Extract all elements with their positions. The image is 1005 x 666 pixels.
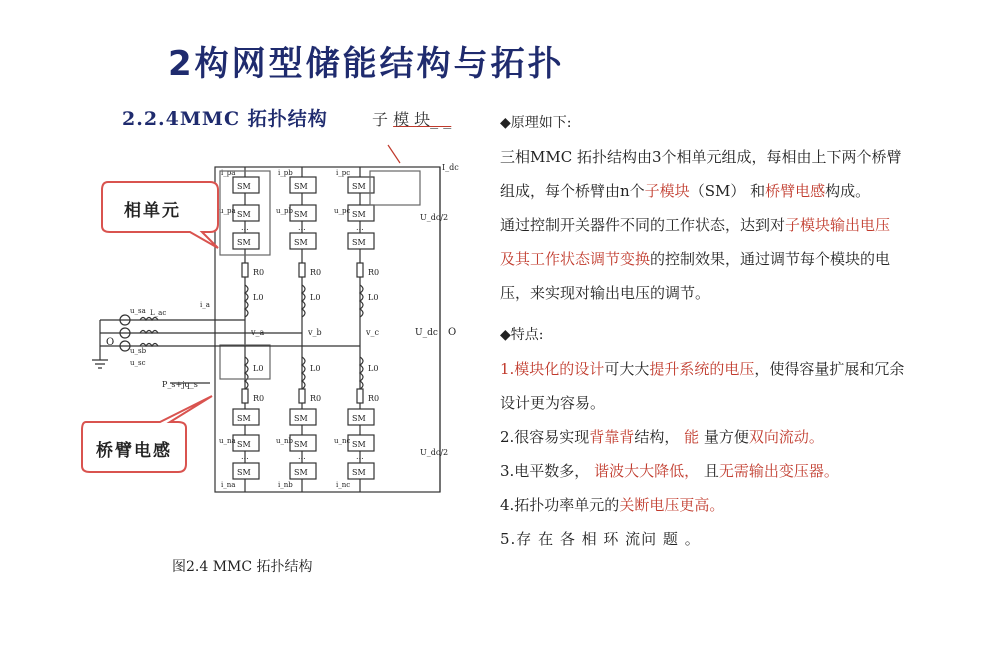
feature-4-segment: 关断电压更高。 bbox=[619, 496, 725, 514]
submodule-label: SM bbox=[237, 440, 251, 449]
principle-2-segment: 的控制效果，通过调节每个模块的电压，来实现对输出电压的调节。 bbox=[500, 250, 891, 302]
power-label: P_s+jq_s bbox=[162, 380, 198, 389]
dc-half-voltage-upper: U_dc/2 bbox=[420, 213, 449, 222]
feature-2-segment: 结构， bbox=[634, 428, 685, 446]
page-title: 2构网型储能结构与拓扑 bbox=[168, 44, 565, 84]
principle-paragraph-1 bbox=[500, 140, 905, 208]
lower-arm-voltage-label: u_na bbox=[219, 437, 236, 445]
dc-current-label: I_dc bbox=[442, 163, 459, 172]
feature-3-segment: 谐波大大降低， bbox=[594, 462, 700, 480]
section-heading: 2.2.4MMC 拓扑结构 bbox=[122, 108, 328, 130]
submodule-label: SM bbox=[294, 440, 308, 449]
submodule-label: SM bbox=[294, 182, 308, 191]
principle-1-segment: （SM） 和 bbox=[689, 182, 766, 200]
feature-item bbox=[500, 454, 905, 488]
submodule-highlight bbox=[370, 171, 420, 205]
principle-1-segment: 三相MMC 拓扑结构由3个相单元组成，每相由上下两个桥臂组成，每个桥臂由n个 bbox=[500, 148, 902, 200]
ac-current-label: i_a bbox=[200, 301, 210, 309]
submodule-label: SM bbox=[294, 468, 308, 477]
feature-item bbox=[500, 420, 905, 454]
midpoint-voltage-label: v_a bbox=[251, 328, 265, 337]
submodule-label: SM bbox=[237, 468, 251, 477]
upper-arm-voltage-label: u_pa bbox=[219, 207, 236, 215]
feature-4-segment: 4.拓扑功率单元的 bbox=[500, 496, 620, 514]
resistor-label: R0 bbox=[253, 394, 265, 403]
submodule-label: SM bbox=[294, 210, 308, 219]
lower-arm-current-label: i_nc bbox=[336, 481, 351, 489]
feature-1-segment: 可大大 bbox=[604, 360, 650, 378]
ac-source-voltage-label: u_sa bbox=[130, 307, 146, 315]
principle-2-segment: 子模块输出电压及其工作状态调节变换 bbox=[500, 216, 891, 268]
upper-arm-current-label: i_pa bbox=[221, 169, 236, 177]
inductor-label: L0 bbox=[310, 293, 321, 302]
submodule-ellipsis: ... bbox=[298, 452, 306, 461]
submodule-label: SM bbox=[352, 414, 366, 423]
feature-item bbox=[500, 488, 905, 522]
callout-arm-inductor: 桥臂电感 bbox=[96, 441, 172, 461]
submodule-label: SM bbox=[352, 468, 366, 477]
submodule-callout-arrow bbox=[388, 145, 400, 163]
inductor-label: L0 bbox=[253, 364, 264, 373]
submodule-ellipsis: ... bbox=[356, 452, 364, 461]
principle-1-segment: 子模块 bbox=[644, 182, 690, 200]
submodule-label: SM bbox=[352, 238, 366, 247]
submodule-label: SM bbox=[237, 210, 251, 219]
principle-2-segment: 通过控制开关器件不同的工作状态，达到对 bbox=[500, 216, 786, 234]
submodule-label: SM bbox=[237, 414, 251, 423]
submodule-label-pre: 子 bbox=[372, 110, 394, 129]
submodule-label: SM bbox=[352, 210, 366, 219]
dc-voltage-label: U_dc bbox=[415, 328, 438, 338]
ac-source-voltage-label: u_sb bbox=[130, 347, 147, 355]
submodule-ellipsis: ... bbox=[356, 223, 364, 232]
feature-1-segment: ，使得容量扩展和冗余设计更为容易。 bbox=[500, 360, 905, 412]
principle-paragraph-2 bbox=[500, 208, 905, 310]
feature-1-segment: 1.模块化的设计 bbox=[500, 360, 605, 378]
feature-3-segment: 3.电平数多， bbox=[500, 462, 595, 480]
ac-inductor-label: L_ac bbox=[150, 309, 167, 317]
dc-half-voltage-lower: U_dc/2 bbox=[420, 448, 449, 457]
resistor-label: R0 bbox=[368, 268, 380, 277]
feature-2-segment: 2.很容易实现 bbox=[500, 428, 590, 446]
feature-1-segment: 提升系统的电压 bbox=[649, 360, 755, 378]
submodule-label: SM bbox=[352, 182, 366, 191]
submodule-label: SM bbox=[352, 440, 366, 449]
feature-2-segment: 双向流动。 bbox=[748, 428, 824, 446]
principle-heading: ◆原理如下: bbox=[500, 115, 572, 131]
resistor-label: R0 bbox=[368, 394, 380, 403]
upper-arm-voltage-label: u_pc bbox=[334, 207, 351, 215]
submodule-ellipsis: ... bbox=[241, 223, 249, 232]
midpoint-voltage-label: v_b bbox=[308, 328, 322, 337]
feature-3-segment: 且 bbox=[699, 462, 719, 480]
submodule-label: SM bbox=[294, 238, 308, 247]
submodule-ellipsis: ... bbox=[241, 452, 249, 461]
upper-arm-current-label: i_pb bbox=[278, 169, 293, 177]
principle-1-segment: 构成。 bbox=[825, 182, 871, 200]
dc-midpoint-label: O bbox=[448, 327, 457, 338]
feature-2-segment: 量方便 bbox=[699, 428, 749, 446]
feature-2-segment: 能 bbox=[684, 428, 700, 446]
submodule-label: SM bbox=[237, 182, 251, 191]
lower-arm-voltage-label: u_nb bbox=[276, 437, 293, 445]
arm-resistor bbox=[357, 389, 363, 403]
feature-3-segment: 无需输出变压器。 bbox=[718, 462, 839, 480]
submodule-ellipsis: ... bbox=[298, 223, 306, 232]
upper-arm-current-label: i_pc bbox=[336, 169, 351, 177]
figure-caption: 图2.4 MMC 拓扑结构 bbox=[172, 559, 313, 575]
inductor-label: L0 bbox=[368, 364, 379, 373]
submodule-label-underlined: 模 块_ _ bbox=[393, 110, 452, 129]
inductor-label: L0 bbox=[310, 364, 321, 373]
ac-ground-label: O bbox=[106, 337, 115, 348]
features-heading: ◆特点: bbox=[500, 327, 544, 343]
lower-arm-voltage-label: u_nc bbox=[334, 437, 351, 445]
submodule-label bbox=[372, 107, 451, 130]
callout-phase-unit: 相单元 bbox=[124, 201, 181, 221]
description-column bbox=[500, 106, 905, 556]
inductor-label: L0 bbox=[253, 293, 264, 302]
midpoint-voltage-label: v_c bbox=[366, 328, 379, 337]
ac-source-voltage-label: u_sc bbox=[130, 359, 146, 367]
lower-arm-current-label: i_nb bbox=[278, 481, 293, 489]
principle-1-segment: 桥臂电感 bbox=[765, 182, 826, 200]
feature-item bbox=[500, 522, 905, 556]
submodule-label: SM bbox=[294, 414, 308, 423]
upper-arm-voltage-label: u_pb bbox=[276, 207, 293, 215]
resistor-label: R0 bbox=[253, 268, 265, 277]
arm-resistor bbox=[357, 263, 363, 277]
features-list bbox=[500, 352, 905, 556]
resistor-label: R0 bbox=[310, 268, 322, 277]
feature-2-segment: 背靠背 bbox=[589, 428, 635, 446]
feature-5-segment: 5.存 在 各 相 环 流问 题 。 bbox=[500, 530, 701, 548]
inductor-label: L0 bbox=[368, 293, 379, 302]
lower-arm-current-label: i_na bbox=[221, 481, 236, 489]
resistor-label: R0 bbox=[310, 394, 322, 403]
feature-item bbox=[500, 352, 905, 420]
submodule-label: SM bbox=[237, 238, 251, 247]
